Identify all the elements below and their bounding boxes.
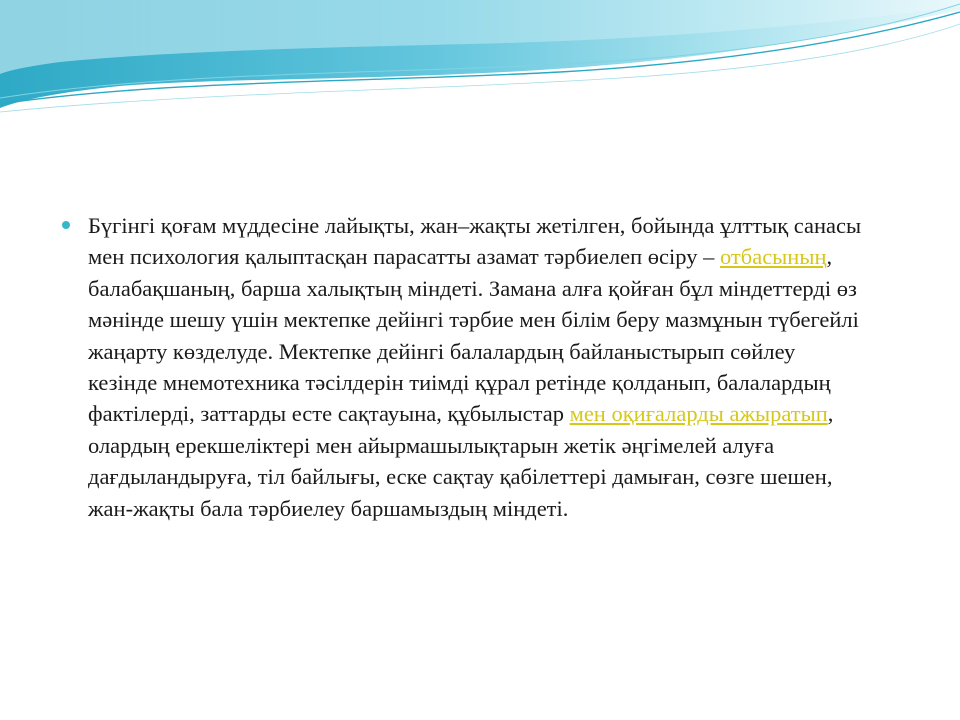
wave-header-decoration bbox=[0, 0, 960, 130]
hyperlink-text[interactable]: отбасының bbox=[719, 244, 827, 270]
paragraph-text: Бүгінгі қоғам мүддесіне лайықты, жан–жақты жетілген, бойында ұлттық санасы мен психология қалыптасқан парасатты азамат тәрбиелеп өсіру – bbox=[88, 213, 862, 270]
paragraph-text: , олардың ерекшеліктері мен айырмашылықтарын жетік әңгімелей алуға дағдыландыруға, тіл байлығы, еске сақтау қабілеттері дамыған, сөзге шешен, жан-жақты бала тәрбиелеу баршамыздың міндеті. bbox=[88, 401, 834, 521]
paragraph-text: , балабақшаның, барша халықтың міндеті. Замана алға қойған бұл міндеттерді өз мәнінде шешу үшін мектепке дейінгі тәрбие мен білім беру мазмұнын түбегейлі жаңарту көзделуде. Мектепке дейінгі балалардың байланыстырып сөйлеу кезінде мнемотехника тәсілдерін тиімді құрал ретінде қолданып, балалардың фактілерді, заттарды есте сақтауына, құбылыстар bbox=[88, 244, 859, 427]
bullet-paragraph bbox=[88, 210, 862, 524]
bullet-dot-icon bbox=[62, 221, 70, 229]
slide-body bbox=[62, 210, 862, 524]
bullet-item bbox=[62, 210, 862, 524]
hyperlink-text[interactable]: мен оқиғаларды ажыратып bbox=[569, 401, 828, 427]
